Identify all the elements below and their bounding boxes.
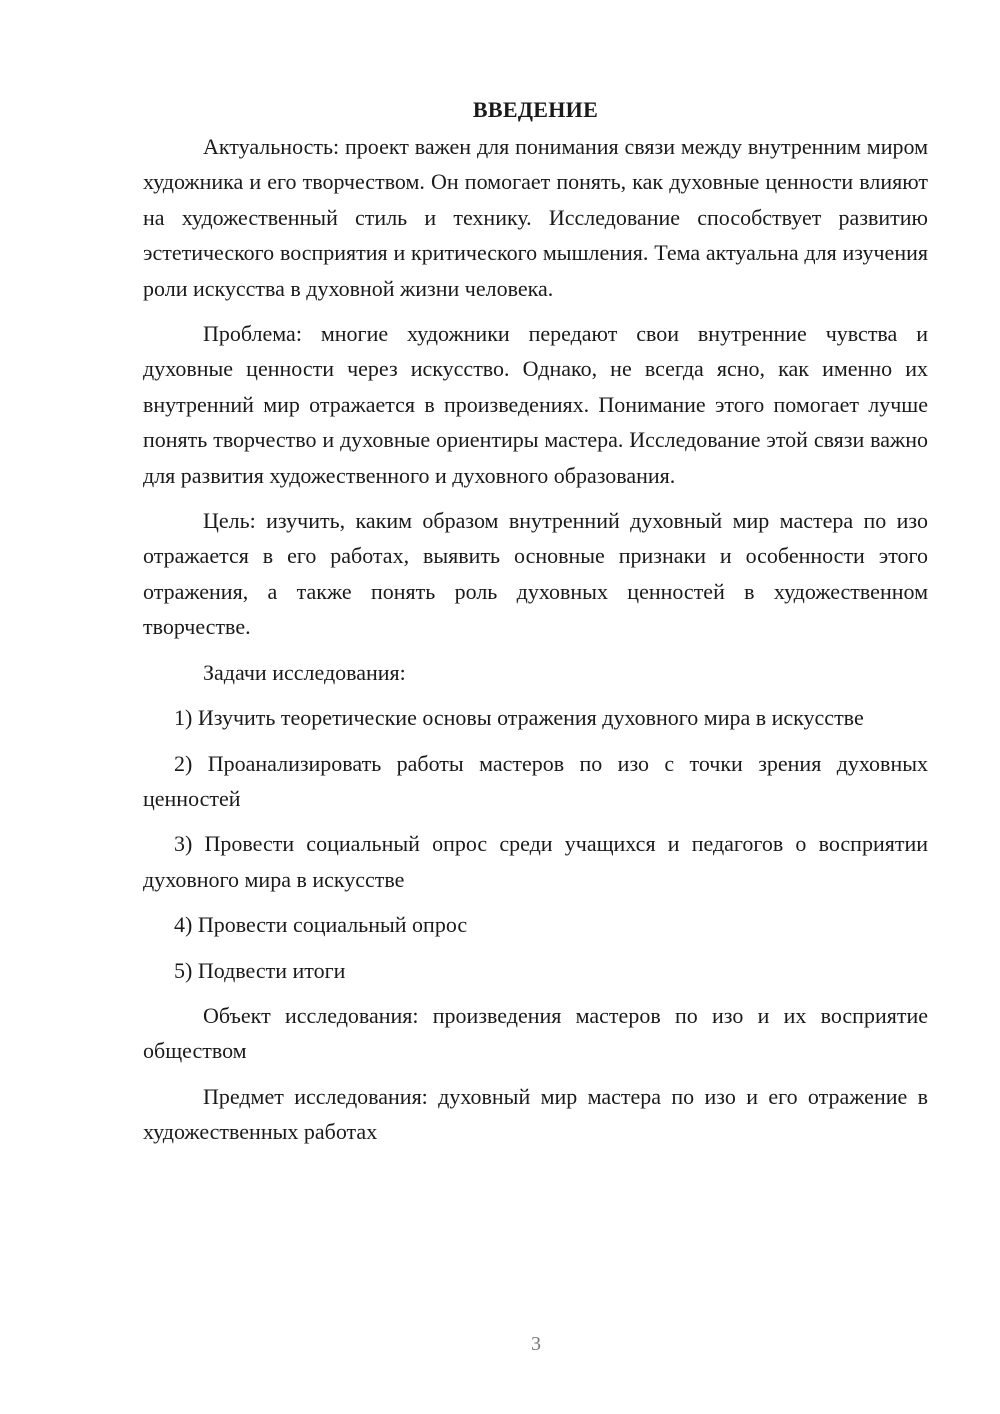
subject-paragraph: Предмет исследования: духовный мир мастера по изо и его отражение в художественных работах bbox=[143, 1083, 928, 1145]
task-item-5: 5) Подвести итоги bbox=[174, 957, 346, 983]
object-paragraph: Объект исследования: произведения мастеров по изо и их восприятие обществом bbox=[143, 1002, 928, 1064]
page-number: 3 bbox=[531, 1333, 541, 1355]
goal-paragraph: Цель: изучить, каким образом внутренний духовный мир мастера по изо отражается в его работах, выявить основные признаки и особенности этого отражения, а также понять роль духовных ценностей в художественном творчестве. bbox=[143, 508, 928, 640]
problem-paragraph: Проблема: многие художники передают свои внутренние чувства и духовные ценности через искусство. Однако, не всегда ясно, как именно их внутренний мир отражается в произведениях. Понимание этого помогает лучше понять творчество и духовные ориентиры мастера. Исследование этой связи важно для развития художественного и духовного образования. bbox=[143, 321, 928, 488]
task-item-3: 3) Провести социальный опрос среди учащихся и педагогов о восприятии духовного мира в искусстве bbox=[143, 831, 928, 892]
document-body bbox=[143, 95, 928, 1160]
tasks-heading: Задачи исследования: bbox=[203, 659, 406, 685]
task-item-1: 1) Изучить теоретические основы отражения духовного мира в искусстве bbox=[174, 705, 864, 731]
page-title: ВВЕДЕНИЕ bbox=[472, 97, 599, 122]
task-item-4: 4) Провести социальный опрос bbox=[174, 912, 468, 938]
relevance-paragraph: Актуальность: проект важен для понимания связи между внутренним миром художника и его творчеством. Он помогает понять, как духовные ценности влияют на художественный стиль и технику. Исследование способствует развитию эстетического восприятия и критического мышления. Тема актуальна для изучения роли искусства в духовной жизни человека. bbox=[143, 134, 928, 301]
task-item-2: 2) Проанализировать работы мастеров по изо с точки зрения духовных ценностей bbox=[143, 750, 928, 811]
